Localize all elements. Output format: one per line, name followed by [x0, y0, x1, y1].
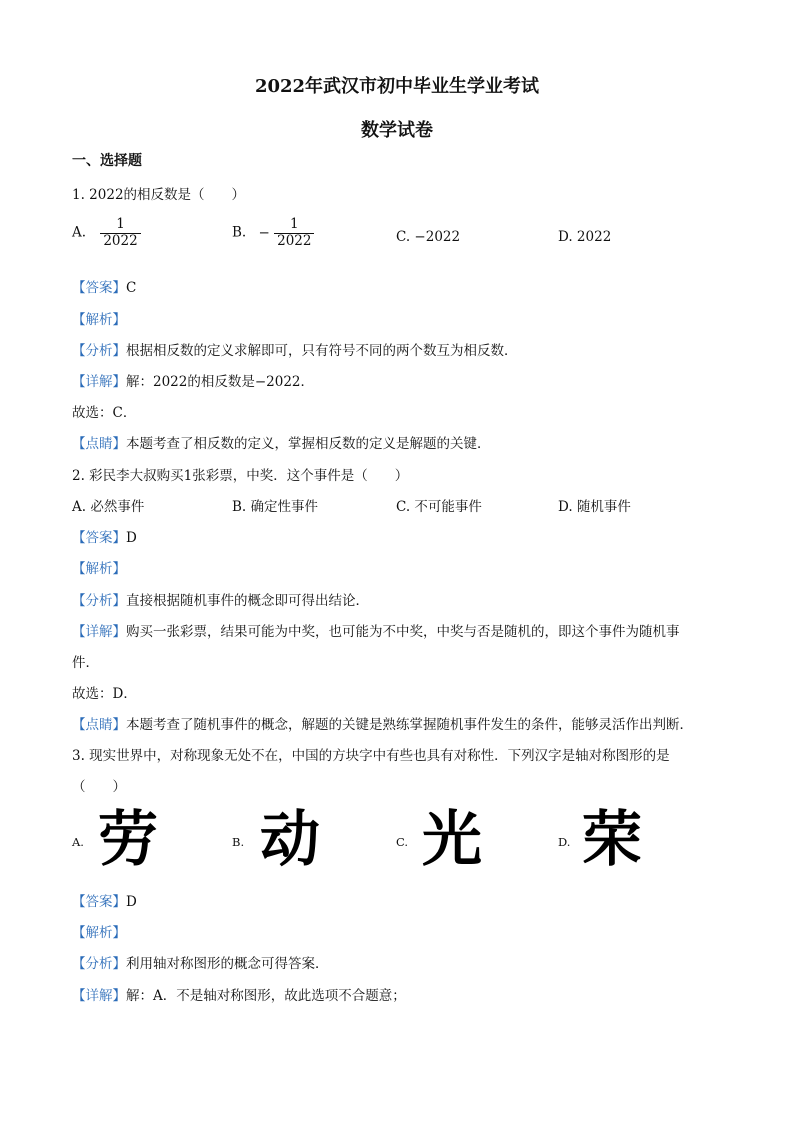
xiangjie-tag: 【详解】: [72, 374, 126, 390]
fenxi-tag: 【分析】: [72, 593, 126, 609]
q2-dianjing: [72, 713, 693, 733]
q1-stem: 1. 2022的相反数是（ ）: [72, 187, 246, 203]
fraction-denominator: 2022: [274, 233, 314, 250]
q1-xiangjie: [72, 370, 314, 390]
section-heading: 一、选择题: [72, 153, 142, 169]
q3-analysis-tag: 【解析】: [72, 925, 126, 941]
answer-tag: 【答案】: [72, 894, 126, 910]
q3-fenxi: [72, 952, 329, 972]
q1-option-b-fraction: [274, 217, 314, 249]
q3-answer: [72, 890, 137, 910]
q3-option-d-label: D.: [558, 835, 571, 849]
answer-tag: 【答案】: [72, 530, 126, 546]
exam-title: 2022年武汉市初中毕业生学业考试: [254, 76, 540, 97]
dianjing-tag: 【点睛】: [72, 436, 126, 452]
q3-xiangjie: [72, 984, 406, 1004]
dianjing-text: 本题考查了随机事件的概念，解题的关键是熟练掌握随机事件发生的条件，能够灵活作出判断．: [126, 717, 693, 733]
fenxi-tag: 【分析】: [72, 343, 126, 359]
q2-option-c: C. 不可能事件: [396, 499, 482, 515]
q1-option-a-fraction: [100, 217, 140, 249]
fenxi-tag: 【分析】: [72, 956, 126, 972]
q3-stem: 3. 现实世界中，对称现象无处不在，中国的方块字中有些也具有对称性．下列汉字是轴对称图形的是: [72, 748, 670, 764]
fenxi-text: 利用轴对称图形的概念可得答案．: [126, 956, 329, 972]
q3-stem-continued: （ ）: [72, 779, 126, 795]
q3-option-c-character: 光: [422, 805, 482, 875]
q3-option-a-character: 劳: [98, 805, 158, 875]
answer-value: D: [126, 894, 137, 910]
q1-option-b-label: B.: [232, 224, 247, 241]
fraction-numerator: 1: [116, 216, 125, 232]
dianjing-tag: 【点睛】: [72, 717, 126, 733]
q3-option-b-label: B.: [232, 835, 245, 849]
q1-option-d: D. 2022: [558, 229, 612, 245]
q2-xiangjie: [72, 620, 680, 640]
q1-option-c: C. −2022: [396, 229, 461, 245]
exam-subtitle: 数学试卷: [361, 120, 433, 141]
q2-option-b: B. 确定性事件: [232, 499, 319, 515]
fenxi-text: 直接根据随机事件的概念即可得出结论．: [126, 593, 369, 609]
xiangjie-text: 解：2022的相反数是−2022．: [126, 374, 315, 390]
q2-fenxi: [72, 589, 369, 609]
q2-option-d: D. 随机事件: [558, 499, 631, 515]
answer-value: D: [126, 530, 137, 546]
q2-xiangjie-continued: 件．: [72, 655, 99, 671]
q2-answer: [72, 526, 137, 546]
q3-option-a-label: A.: [72, 835, 84, 849]
q1-answer: [72, 276, 136, 296]
q1-dianjing: [72, 432, 491, 452]
q1-option-b: [232, 217, 314, 249]
xiangjie-text: 购买一张彩票，结果可能为中奖，也可能为不中奖，中奖与否是随机的，即这个事件为随机事: [126, 624, 680, 640]
q2-guxuan: 故选：D．: [72, 686, 137, 702]
xiangjie-tag: 【详解】: [72, 624, 126, 640]
dianjing-text: 本题考查了相反数的定义，掌握相反数的定义是解题的关键．: [126, 436, 491, 452]
fraction-numerator: 1: [290, 216, 299, 232]
q1-option-a-label: A.: [72, 224, 87, 241]
q2-stem: 2. 彩民李大叔购买1张彩票，中奖．这个事件是（ ）: [72, 468, 409, 484]
q1-option-a: [72, 217, 141, 249]
q3-option-d-character: 荣: [582, 805, 642, 875]
q2-option-a: A. 必然事件: [72, 499, 145, 515]
fraction-denominator: 2022: [100, 233, 140, 250]
fenxi-text: 根据相反数的定义求解即可，只有符号不同的两个数互为相反数．: [126, 343, 518, 359]
q1-analysis-tag: 【解析】: [72, 312, 126, 328]
q1-guxuan: 故选：C．: [72, 405, 137, 421]
answer-value: C: [126, 280, 137, 296]
xiangjie-tag: 【详解】: [72, 988, 126, 1004]
q2-analysis-tag: 【解析】: [72, 561, 126, 577]
q3-option-b-character: 动: [260, 805, 320, 875]
q1-fenxi: [72, 339, 518, 359]
xiangjie-text: 解：A．不是轴对称图形，故此选项不合题意；: [126, 988, 406, 1004]
answer-tag: 【答案】: [72, 280, 126, 296]
minus-sign: −: [258, 224, 270, 241]
q3-option-c-label: C.: [396, 835, 409, 849]
